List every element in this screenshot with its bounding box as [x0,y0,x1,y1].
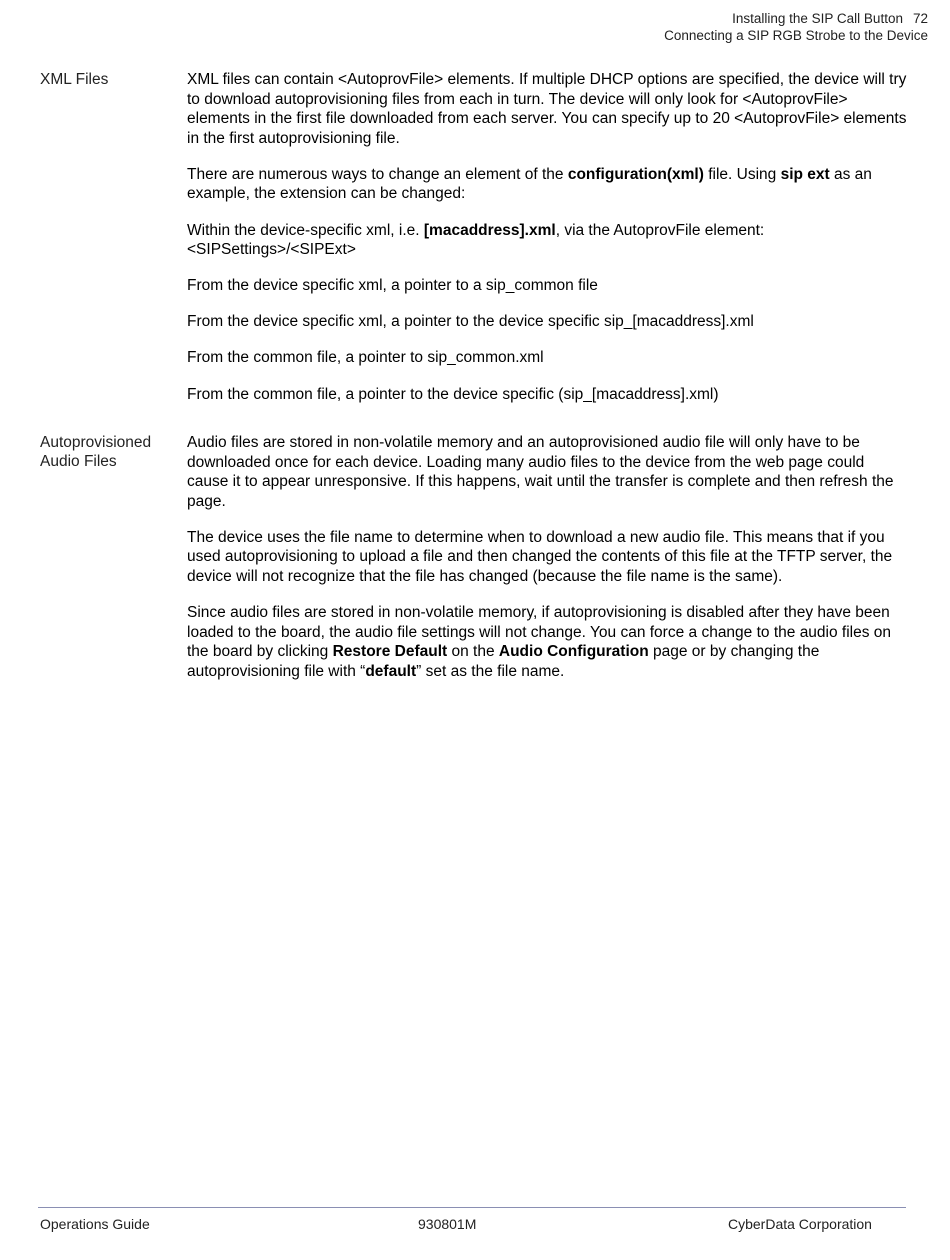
header-section: Connecting a SIP RGB Strobe to the Device [664,28,928,43]
xml-files-label: XML Files [40,71,109,88]
footer-doc-number: 930801M [418,1216,477,1232]
page-header [664,10,928,44]
xml-files-body [187,70,909,421]
audio-files-paragraph-3: Since audio files are stored in non-volatile memory, if autoprovisioning is disabled after they have been loaded to the board, the audio file settings will not change. You can force a change to the audio files on the board by clicking Restore Default on the Audio Configuration page or by changing the autoprovisioning file with “default” set as the file name. [187,604,892,680]
xml-files-paragraph-4: From the device specific xml, a pointer to a sip_common file [187,277,598,295]
audio-files-label: Autoprovisioned Audio Files [40,434,152,470]
footer-divider [38,1207,906,1208]
xml-files-paragraph-2: There are numerous ways to change an element of the configuration(xml) file. Using sip ext as an example, the extension can be changed: [187,165,872,203]
xml-files-paragraph-3: Within the device-specific xml, i.e. [macaddress].xml, via the AutoprovFile element:<SIPSettings>/<SIPExt> [187,221,765,259]
audio-files-paragraph-2: The device uses the file name to determine when to download a new audio file. This means that if you used autoprovisioning to upload a file and then changed the contents of this file at the TFTP server, the device will not recognize that the file has changed (because the file name is the same). [187,528,893,586]
audio-files-body [187,433,909,698]
page-number: 72 [912,11,928,26]
footer-company: CyberData Corporation [728,1216,872,1232]
xml-files-paragraph-5: From the device specific xml, a pointer to the device specific sip_[macaddress].xml [187,313,754,331]
footer-doc-title: Operations Guide [40,1216,150,1232]
audio-files-paragraph-1: Audio files are stored in non-volatile memory and an autoprovisioned audio file will only have to be downloaded once for each device. Loading many audio files to the device from the web page could cause it to appear unresponsive. If this happens, wait until the transfer is complete and then refresh the page. [187,434,894,510]
xml-files-paragraph-1: XML files can contain <AutoprovFile> elements. If multiple DHCP options are specified, the device will try to download autoprovisioning files from each in turn. The device will only look for <AutoprovFile> elements in the first file downloaded from each server. You can specify up to 20 <AutoprovFile> elements in the first autoprovisioning file. [187,71,907,147]
header-chapter: Installing the SIP Call Button [732,11,903,26]
xml-files-paragraph-6: From the common file, a pointer to sip_common.xml [187,349,544,367]
header-chapter-line [664,10,928,27]
xml-files-paragraph-7: From the common file, a pointer to the device specific (sip_[macaddress].xml) [187,385,719,403]
